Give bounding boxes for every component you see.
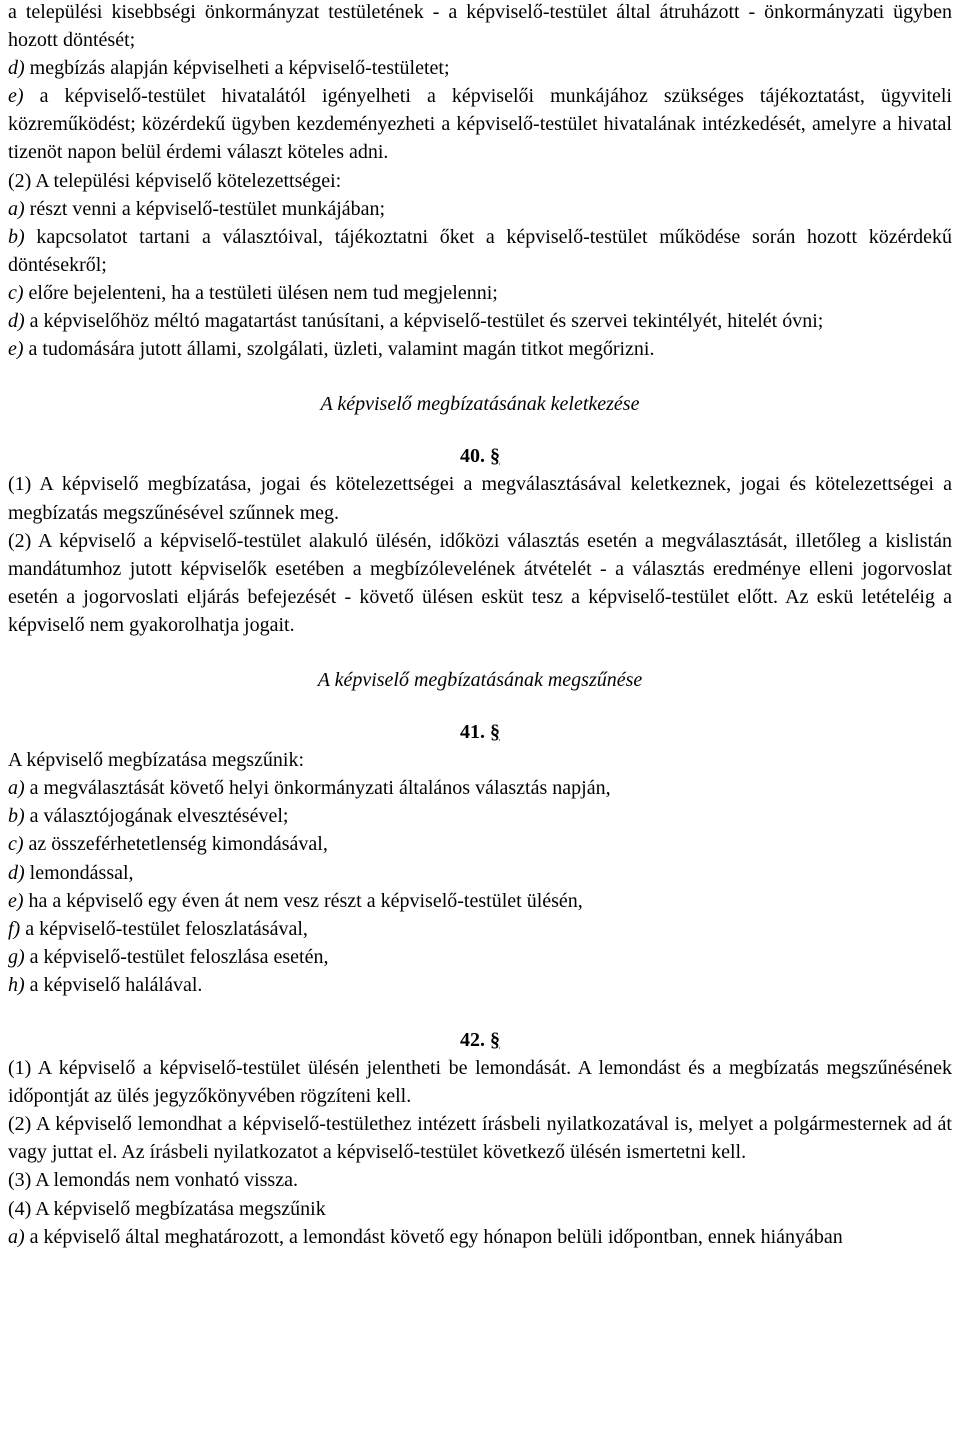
list-item-f: f) a képviselő-testület feloszlatásával, (8, 917, 308, 940)
paragraph: (3) A lemondás nem vonható vissza. (8, 1169, 298, 1192)
list-item-g: g) a képviselő-testület feloszlása esetén, (8, 945, 329, 968)
list-item-a: a) a megválasztását követő helyi önkormányzati általános választás napján, (8, 777, 611, 800)
paragraph: (4) A képviselő megbízatása megszűnik (8, 1197, 326, 1220)
list-item-b: b) a választójogának elvesztésével; (8, 805, 289, 828)
section-title-keletkezese: A képviselő megbízatásának keletkezése (320, 393, 640, 416)
section-number-41: 41. § (460, 721, 500, 744)
list-item-d: d) lemondással, (8, 861, 134, 884)
paragraph: (1) A képviselő megbízatása, jogai és kötelezettségei a megválasztásával keletkeznek, jogai és kötelezettségei a megbízatás megszűnésével szűnnek meg. (8, 473, 952, 524)
list-item-e: e) a tudomására jutott állami, szolgálati, üzleti, valamint magán titkot megőrizni. (8, 338, 655, 361)
list-item-c: c) az összeférhetetlenség kimondásával, (8, 833, 328, 856)
paragraph-block-4 (8, 1054, 952, 1251)
list-item-a: a) a képviselő által meghatározott, a lemondást követő egy hónapon belüli időpontban, ennek hiányában (8, 1225, 843, 1248)
paragraph: (1) A képviselő a képviselő-testület ülésén jelentheti be lemondását. A lemondást és a megbízatás megszűnésének időpontját az ülés jegyzőkönyvében rögzíteni kell. (8, 1057, 952, 1108)
paragraph-block-3 (8, 746, 952, 999)
list-item-e: e) a képviselő-testület hivatalától igényelheti a képviselői munkájához szükséges tájékoztatást, ügyviteli közreműködést; közérdekű ügyben kezdeményezheti a képviselő-testület hivatalának intézkedését, amelyre a hivatal tizenöt napon belül érdemi választ köteles adni. (8, 85, 952, 164)
paragraph: A képviselő megbízatása megszűnik: (8, 749, 305, 772)
list-item-a: a) részt venni a képviselő-testület munkájában; (8, 197, 386, 220)
list-item-d: d) a képviselőhöz méltó magatartást tanúsítani, a képviselő-testület és szervei tekintélyét, hitelét óvni; (8, 310, 824, 333)
paragraph: (2) A képviselő a képviselő-testület alakuló ülésén, időközi választás esetén a megválasztását, illetőleg a kislistán mandátumhoz jutott képviselők esetében a megbízólevelének átvételét - a választás eredménye elleni jogorvoslat esetén a jogorvoslati eljárás befejezését - követő ülésen esküt tesz a képviselő-testület előtt. Az eskü letételéig a képviselő nem gyakorolhatja jogait. (8, 529, 952, 636)
section-title-megszunese: A képviselő megbízatásának megszűnése (317, 668, 643, 691)
section-number-40: 40. § (460, 445, 500, 468)
paragraph-obligations: (2) A települési képviselő kötelezettségei: (8, 169, 342, 192)
list-item-c: c) előre bejelenteni, ha a testületi ülésen nem tud megjelenni; (8, 281, 498, 304)
section-number-42: 42. § (460, 1029, 500, 1051)
list-item-h: h) a képviselő halálával. (8, 973, 203, 996)
paragraph-block-2 (8, 470, 952, 639)
paragraph: a települési kisebbségi önkormányzat testületének - a képviselő-testület által átruházott - önkormányzati ügyben hozott döntését; (8, 1, 952, 52)
list-item-e: e) ha a képviselő egy éven át nem vesz részt a képviselő-testület ülésén, (8, 889, 583, 912)
list-item-b: b) kapcsolatot tartani a választóival, tájékoztatni őket a képviselő-testület működése során hozott közérdekű döntésekről; (8, 225, 952, 276)
list-item-d: d) megbízás alapján képviselheti a képviselő-testületet; (8, 57, 450, 80)
paragraph: (2) A képviselő lemondhat a képviselő-testülethez intézett írásbeli nyilatkozatával is, melyet a polgármesternek ad át vagy juttat el. Az írásbeli nyilatkozatot a képviselő-testület következő ülésén ismertetni kell. (8, 1113, 952, 1164)
paragraph-block-1 (8, 0, 952, 363)
